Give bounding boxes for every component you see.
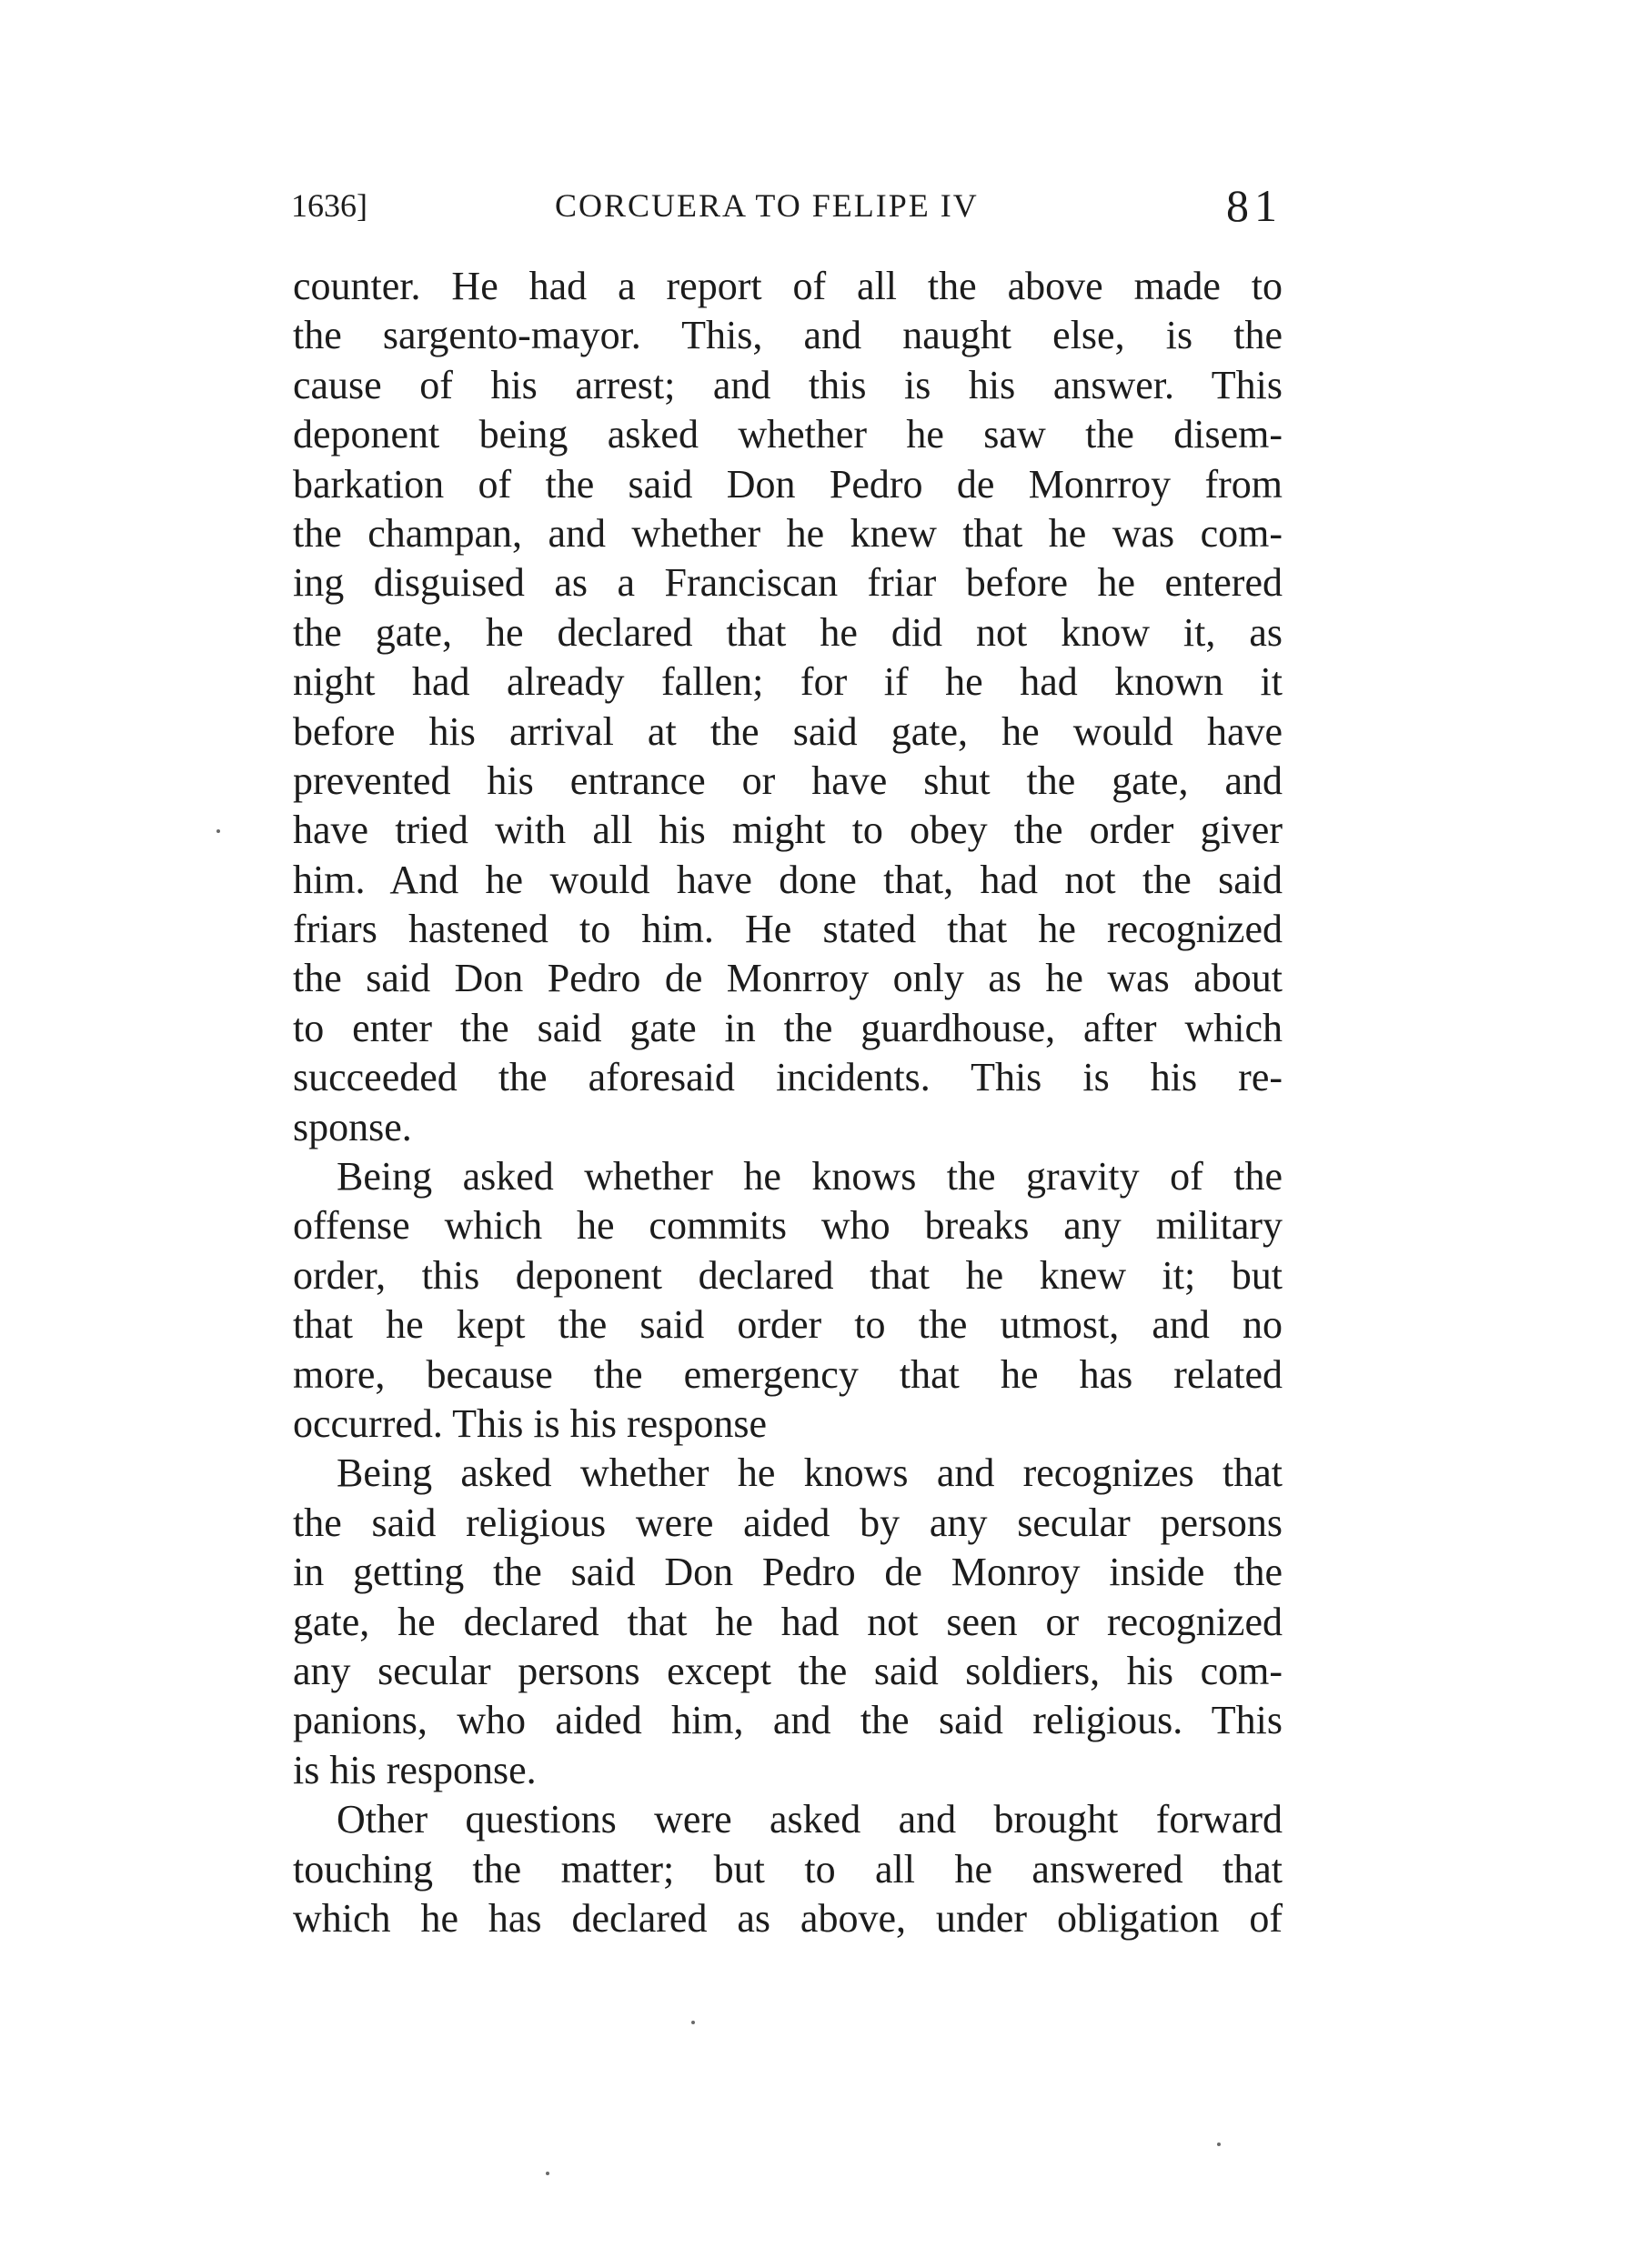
paragraph-first-line: Other questions were asked and brought forward [337,1797,1283,1842]
text-line: which he has declared as above, under obligation of [293,1895,1283,1941]
text-line: sponse. [293,1104,412,1149]
text-line: in getting the said Don Pedro de Monroy inside the [293,1550,1283,1595]
text-line: offense which he commits who breaks any military [293,1203,1283,1249]
text-line: barkation of the said Don Pedro de Monrroy from [293,461,1283,507]
scan-speck [691,2021,695,2024]
text-line: the gate, he declared that he did not know it, as [293,609,1283,655]
text-line: the champan, and whether he knew that he was com- [293,510,1283,556]
body-text [293,262,1283,1943]
text-line: counter. He had a report of all the above made to [293,264,1283,308]
running-head-year: 1636] [291,187,367,224]
text-line: the sargento-mayor. This, and naught else, is the [293,313,1283,358]
text-line: him. And he would have done that, had not the said [293,857,1283,902]
paragraph-first-line: Being asked whether he knows and recognizes that [337,1450,1283,1496]
text-line: to enter the said gate in the guardhouse, after which [293,1005,1283,1050]
text-line: night had already fallen; for if he had known it [293,659,1283,705]
text-line: order, this deponent declared that he knew it; but [293,1252,1283,1298]
text-line: deponent being asked whether he saw the disem- [293,412,1283,457]
paragraph-first-line: Being asked whether he knows the gravity of the [337,1154,1283,1199]
scan-speck [546,2172,549,2175]
text-line: any secular persons except the said soldiers, his com- [293,1648,1283,1693]
text-line: panions, who aided him, and the said religious. This [293,1698,1283,1743]
text-line: more, because the emergency that he has related [293,1351,1283,1397]
text-line: ing disguised as a Franciscan friar before he entered [293,560,1283,606]
running-head [291,178,1283,233]
text-line: the said religious were aided by any secular persons [293,1500,1283,1545]
text-line: the said Don Pedro de Monrroy only as he was about [293,956,1283,1001]
text-line: succeeded the aforesaid incidents. This is his re- [293,1055,1283,1100]
text-line: friars hastened to him. He stated that he recognized [293,907,1283,952]
scan-speck [1217,2143,1221,2146]
text-line: that he kept the said order to the utmost, and no [293,1302,1283,1348]
page-number: 81 [1226,180,1283,231]
text-line: touching the matter; but to all he answered that [293,1846,1283,1892]
text-line: prevented his entrance or have shut the gate, and [293,758,1283,803]
scan-speck [216,829,220,833]
text-line: gate, he declared that he had not seen or recognized [293,1599,1283,1644]
text-line: cause of his arrest; and this is his answer. This [293,362,1283,407]
running-head-title: CORCUERA TO FELIPE IV [555,187,979,224]
text-line: before his arrival at the said gate, he would have [293,708,1283,754]
text-line: occurred. This is his response [293,1400,767,1446]
text-line: is his response. [293,1747,537,1792]
text-line: have tried with all his might to obey the order giver [293,808,1283,853]
